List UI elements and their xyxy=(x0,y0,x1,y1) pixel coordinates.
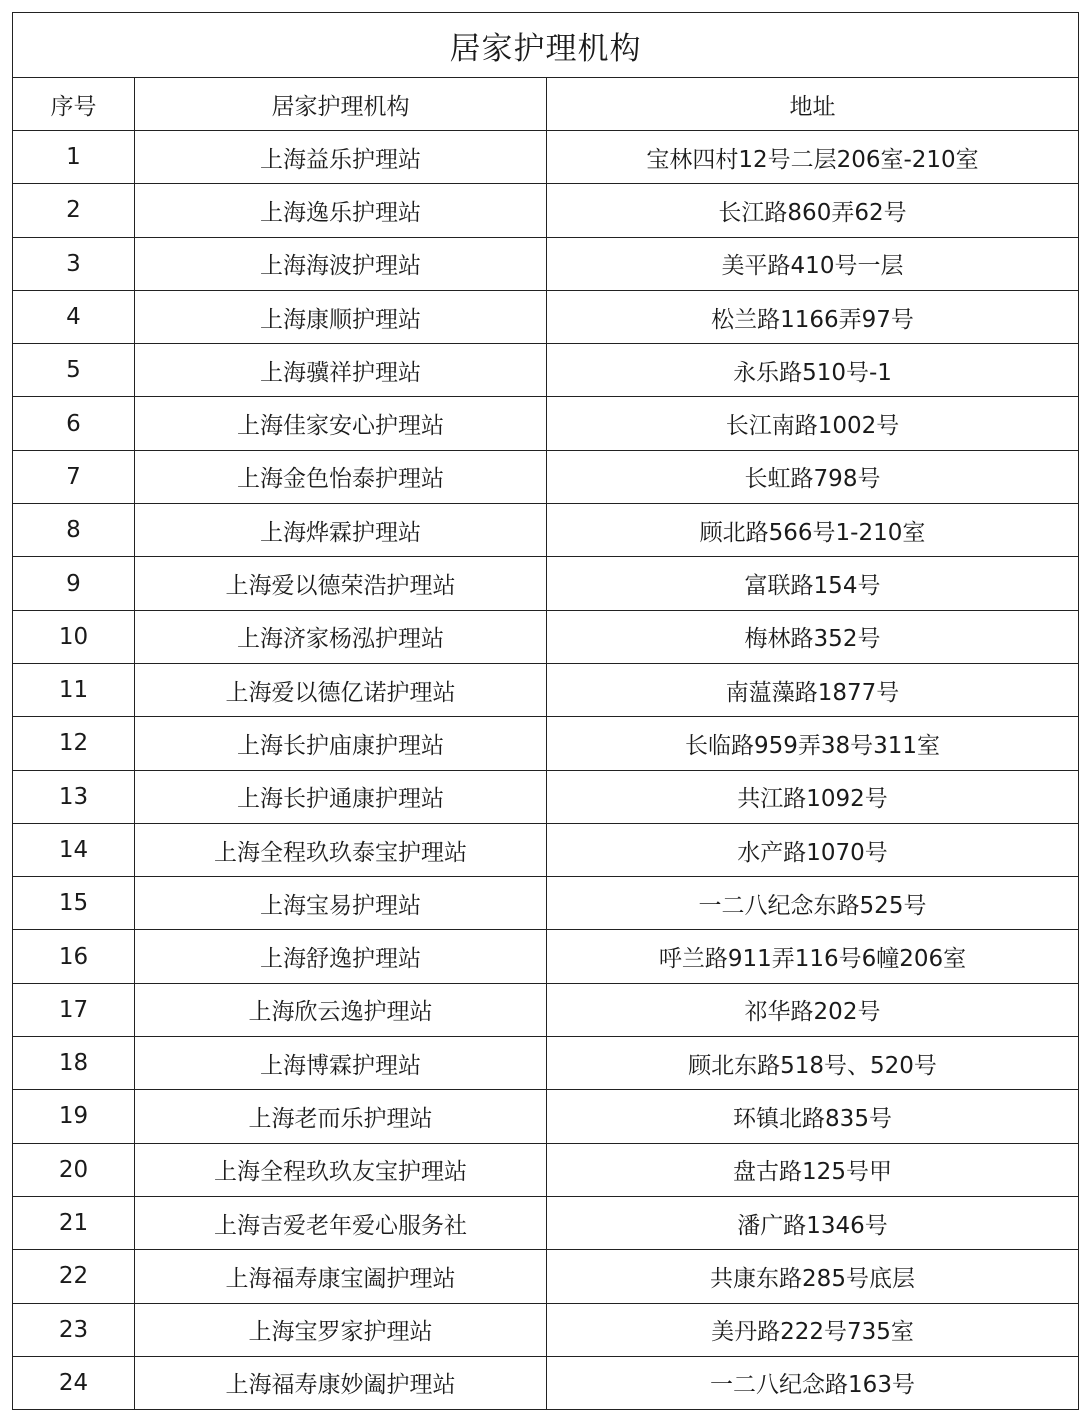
row-index-cell: 23 xyxy=(13,1303,135,1356)
institution-table xyxy=(12,12,1079,1410)
table-row xyxy=(13,1037,1079,1090)
row-name-cell: 上海全程玖玖友宝护理站 xyxy=(135,1143,547,1196)
row-name-cell: 上海宝易护理站 xyxy=(135,877,547,930)
row-address-cell: 顾北东路518号、520号 xyxy=(547,1037,1079,1090)
row-index-cell: 12 xyxy=(13,717,135,770)
row-index-cell: 15 xyxy=(13,877,135,930)
header-index: 序号 xyxy=(13,78,135,131)
row-name-cell: 上海康顺护理站 xyxy=(135,290,547,343)
row-address-cell: 祁华路202号 xyxy=(547,983,1079,1036)
row-address-cell: 美丹路222号735室 xyxy=(547,1303,1079,1356)
table-row xyxy=(13,610,1079,663)
row-address-cell: 永乐路510号-1 xyxy=(547,344,1079,397)
table-row xyxy=(13,823,1079,876)
row-name-cell: 上海爱以德荣浩护理站 xyxy=(135,557,547,610)
row-name-cell: 上海佳家安心护理站 xyxy=(135,397,547,450)
header-row xyxy=(13,78,1079,131)
row-name-cell: 上海骥祥护理站 xyxy=(135,344,547,397)
row-index-cell: 24 xyxy=(13,1356,135,1409)
row-index-cell: 13 xyxy=(13,770,135,823)
row-name-cell: 上海逸乐护理站 xyxy=(135,184,547,237)
institution-table-container xyxy=(12,12,1078,1410)
table-row xyxy=(13,397,1079,450)
row-name-cell: 上海吉爱老年爱心服务社 xyxy=(135,1196,547,1249)
table-row xyxy=(13,983,1079,1036)
row-index-cell: 17 xyxy=(13,983,135,1036)
row-index-cell: 10 xyxy=(13,610,135,663)
row-index-cell: 8 xyxy=(13,504,135,557)
row-index-cell: 11 xyxy=(13,663,135,716)
table-row xyxy=(13,1090,1079,1143)
table-row xyxy=(13,344,1079,397)
row-address-cell: 长虹路798号 xyxy=(547,450,1079,503)
table-row xyxy=(13,290,1079,343)
table-row xyxy=(13,1250,1079,1303)
row-name-cell: 上海烨霖护理站 xyxy=(135,504,547,557)
row-address-cell: 美平路410号一层 xyxy=(547,237,1079,290)
row-index-cell: 14 xyxy=(13,823,135,876)
row-address-cell: 盘古路125号甲 xyxy=(547,1143,1079,1196)
table-row xyxy=(13,1356,1079,1409)
table-body xyxy=(13,13,1079,1410)
row-address-cell: 水产路1070号 xyxy=(547,823,1079,876)
title-row xyxy=(13,13,1079,78)
table-row xyxy=(13,717,1079,770)
row-index-cell: 20 xyxy=(13,1143,135,1196)
row-name-cell: 上海福寿康宝阖护理站 xyxy=(135,1250,547,1303)
header-address: 地址 xyxy=(547,78,1079,131)
row-index-cell: 1 xyxy=(13,131,135,184)
row-index-cell: 5 xyxy=(13,344,135,397)
row-address-cell: 呼兰路911弄116号6幢206室 xyxy=(547,930,1079,983)
row-address-cell: 环镇北路835号 xyxy=(547,1090,1079,1143)
table-row xyxy=(13,663,1079,716)
row-address-cell: 长江南路1002号 xyxy=(547,397,1079,450)
table-row xyxy=(13,504,1079,557)
row-index-cell: 7 xyxy=(13,450,135,503)
row-name-cell: 上海博霖护理站 xyxy=(135,1037,547,1090)
row-name-cell: 上海济家杨泓护理站 xyxy=(135,610,547,663)
row-index-cell: 16 xyxy=(13,930,135,983)
row-index-cell: 3 xyxy=(13,237,135,290)
row-index-cell: 2 xyxy=(13,184,135,237)
table-row xyxy=(13,557,1079,610)
table-row xyxy=(13,131,1079,184)
row-index-cell: 22 xyxy=(13,1250,135,1303)
row-index-cell: 18 xyxy=(13,1037,135,1090)
row-address-cell: 梅林路352号 xyxy=(547,610,1079,663)
row-address-cell: 富联路154号 xyxy=(547,557,1079,610)
table-row xyxy=(13,450,1079,503)
table-row xyxy=(13,930,1079,983)
row-name-cell: 上海爱以德亿诺护理站 xyxy=(135,663,547,716)
row-name-cell: 上海海波护理站 xyxy=(135,237,547,290)
table-row xyxy=(13,1303,1079,1356)
row-name-cell: 上海全程玖玖泰宝护理站 xyxy=(135,823,547,876)
row-name-cell: 上海欣云逸护理站 xyxy=(135,983,547,1036)
row-index-cell: 21 xyxy=(13,1196,135,1249)
row-index-cell: 4 xyxy=(13,290,135,343)
row-address-cell: 南蕰藻路1877号 xyxy=(547,663,1079,716)
row-address-cell: 一二八纪念东路525号 xyxy=(547,877,1079,930)
table-row xyxy=(13,770,1079,823)
row-name-cell: 上海益乐护理站 xyxy=(135,131,547,184)
row-index-cell: 9 xyxy=(13,557,135,610)
row-name-cell: 上海福寿康妙阖护理站 xyxy=(135,1356,547,1409)
table-row xyxy=(13,237,1079,290)
row-address-cell: 一二八纪念路163号 xyxy=(547,1356,1079,1409)
row-name-cell: 上海舒逸护理站 xyxy=(135,930,547,983)
row-address-cell: 顾北路566号1-210室 xyxy=(547,504,1079,557)
table-row xyxy=(13,184,1079,237)
row-address-cell: 长临路959弄38号311室 xyxy=(547,717,1079,770)
table-row xyxy=(13,1143,1079,1196)
header-name: 居家护理机构 xyxy=(135,78,547,131)
row-address-cell: 宝林四村12号二层206室-210室 xyxy=(547,131,1079,184)
row-address-cell: 共康东路285号底层 xyxy=(547,1250,1079,1303)
row-address-cell: 共江路1092号 xyxy=(547,770,1079,823)
row-name-cell: 上海长护通康护理站 xyxy=(135,770,547,823)
row-index-cell: 6 xyxy=(13,397,135,450)
table-title: 居家护理机构 xyxy=(13,13,1079,78)
row-name-cell: 上海老而乐护理站 xyxy=(135,1090,547,1143)
row-address-cell: 潘广路1346号 xyxy=(547,1196,1079,1249)
table-row xyxy=(13,877,1079,930)
row-address-cell: 松兰路1166弄97号 xyxy=(547,290,1079,343)
row-name-cell: 上海宝罗家护理站 xyxy=(135,1303,547,1356)
row-index-cell: 19 xyxy=(13,1090,135,1143)
table-row xyxy=(13,1196,1079,1249)
row-name-cell: 上海金色怡泰护理站 xyxy=(135,450,547,503)
row-name-cell: 上海长护庙康护理站 xyxy=(135,717,547,770)
row-address-cell: 长江路860弄62号 xyxy=(547,184,1079,237)
